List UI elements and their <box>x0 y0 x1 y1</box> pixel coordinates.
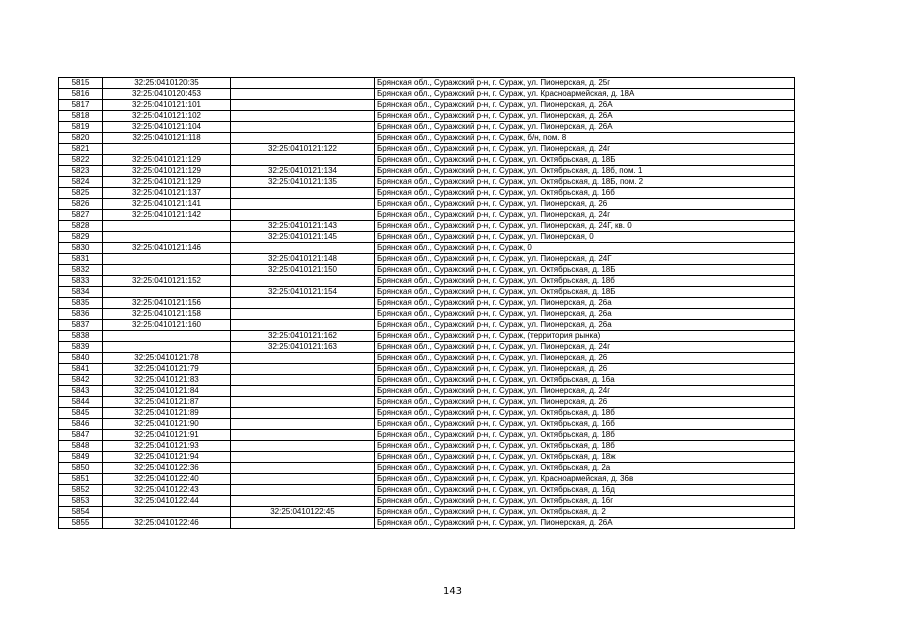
table-row <box>59 320 795 331</box>
table-row <box>59 166 795 177</box>
parcel-cadastral-cell <box>103 265 231 276</box>
object-cadastral-cell <box>231 474 375 485</box>
row-number-cell: 5818 <box>59 111 103 122</box>
parcel-cadastral-cell: 32:25:0410121:129 <box>103 166 231 177</box>
address-cell: Брянская обл., Суражский р-н, г. Сураж, ул. Пионерская, д. 26а <box>375 320 795 331</box>
parcel-cadastral-cell: 32:25:0410122:40 <box>103 474 231 485</box>
row-number-cell: 5846 <box>59 419 103 430</box>
parcel-cadastral-cell: 32:25:0410120:453 <box>103 89 231 100</box>
parcel-cadastral-cell: 32:25:0410121:93 <box>103 441 231 452</box>
object-cadastral-cell <box>231 78 375 89</box>
address-cell: Брянская обл., Суражский р-н, г. Сураж, ул. Октябрьская, д. 2 <box>375 507 795 518</box>
table-row <box>59 496 795 507</box>
address-cell: Брянская обл., Суражский р-н, г. Сураж, ул. Пионерская, д. 26 <box>375 397 795 408</box>
object-cadastral-cell: 32:25:0410121:145 <box>231 232 375 243</box>
row-number-cell: 5832 <box>59 265 103 276</box>
address-cell: Брянская обл., Суражский р-н, г. Сураж, ул. Пионерская, д. 26 <box>375 199 795 210</box>
address-cell: Брянская обл., Суражский р-н, г. Сураж, ул. Пионерская, д. 26 <box>375 353 795 364</box>
table-row <box>59 232 795 243</box>
object-cadastral-cell: 32:25:0410121:163 <box>231 342 375 353</box>
address-cell: Брянская обл., Суражский р-н, г. Сураж, ул. Октябрьская, д. 18б <box>375 276 795 287</box>
address-cell: Брянская обл., Суражский р-н, г. Сураж, ул. Октябрьская, д. 16а <box>375 375 795 386</box>
table-row <box>59 210 795 221</box>
row-number-cell: 5842 <box>59 375 103 386</box>
object-cadastral-cell <box>231 496 375 507</box>
address-cell: Брянская обл., Суражский р-н, г. Сураж, ул. Красноармейская, д. 36в <box>375 474 795 485</box>
object-cadastral-cell <box>231 353 375 364</box>
parcel-cadastral-cell: 32:25:0410121:129 <box>103 177 231 188</box>
address-cell: Брянская обл., Суражский р-н, г. Сураж, ул. Октябрьская, д. 18Б <box>375 155 795 166</box>
object-cadastral-cell: 32:25:0410121:150 <box>231 265 375 276</box>
table-row <box>59 507 795 518</box>
object-cadastral-cell <box>231 430 375 441</box>
object-cadastral-cell <box>231 441 375 452</box>
address-cell: Брянская обл., Суражский р-н, г. Сураж, ул. Пионерская, д. 26а <box>375 298 795 309</box>
address-cell: Брянская обл., Суражский р-н, г. Сураж, ул. Пионерская, д. 24Г, кв. 0 <box>375 221 795 232</box>
object-cadastral-cell <box>231 188 375 199</box>
address-cell: Брянская обл., Суражский р-н, г. Сураж, ул. Пионерская, д. 26А <box>375 111 795 122</box>
object-cadastral-cell: 32:25:0410121:162 <box>231 331 375 342</box>
address-cell: Брянская обл., Суражский р-н, г. Сураж, ул. Октябрьская, д. 18Б <box>375 265 795 276</box>
object-cadastral-cell <box>231 122 375 133</box>
table-row <box>59 485 795 496</box>
table-row <box>59 265 795 276</box>
table-row <box>59 441 795 452</box>
row-number-cell: 5817 <box>59 100 103 111</box>
parcel-cadastral-cell <box>103 232 231 243</box>
object-cadastral-cell <box>231 309 375 320</box>
cadastral-table <box>58 77 795 529</box>
address-cell: Брянская обл., Суражский р-н, г. Сураж, ул. Октябрьская, д. 2а <box>375 463 795 474</box>
row-number-cell: 5852 <box>59 485 103 496</box>
row-number-cell: 5823 <box>59 166 103 177</box>
table-row <box>59 474 795 485</box>
object-cadastral-cell <box>231 298 375 309</box>
table-row <box>59 111 795 122</box>
row-number-cell: 5833 <box>59 276 103 287</box>
parcel-cadastral-cell <box>103 287 231 298</box>
row-number-cell: 5829 <box>59 232 103 243</box>
address-cell: Брянская обл., Суражский р-н, г. Сураж, ул. Пионерская, д. 26А <box>375 518 795 529</box>
parcel-cadastral-cell: 32:25:0410121:152 <box>103 276 231 287</box>
address-cell: Брянская обл., Суражский р-н, г. Сураж, ул. Пионерская, 0 <box>375 232 795 243</box>
row-number-cell: 5836 <box>59 309 103 320</box>
object-cadastral-cell <box>231 463 375 474</box>
row-number-cell: 5830 <box>59 243 103 254</box>
object-cadastral-cell <box>231 485 375 496</box>
row-number-cell: 5853 <box>59 496 103 507</box>
address-cell: Брянская обл., Суражский р-н, г. Сураж, ул. Пионерская, д. 24г <box>375 144 795 155</box>
row-number-cell: 5816 <box>59 89 103 100</box>
row-number-cell: 5851 <box>59 474 103 485</box>
parcel-cadastral-cell: 32:25:0410121:102 <box>103 111 231 122</box>
address-cell: Брянская обл., Суражский р-н, г. Сураж, ул. Пионерская, д. 26А <box>375 122 795 133</box>
page-number: 143 <box>442 586 463 597</box>
row-number-cell: 5848 <box>59 441 103 452</box>
row-number-cell: 5824 <box>59 177 103 188</box>
row-number-cell: 5844 <box>59 397 103 408</box>
address-cell: Брянская обл., Суражский р-н, г. Сураж, ул. Октябрьская, д. 16б <box>375 188 795 199</box>
table-row <box>59 309 795 320</box>
object-cadastral-cell <box>231 199 375 210</box>
object-cadastral-cell: 32:25:0410121:148 <box>231 254 375 265</box>
table-row <box>59 122 795 133</box>
address-cell: Брянская обл., Суражский р-н, г. Сураж, ул. Октябрьская, д. 18б <box>375 441 795 452</box>
parcel-cadastral-cell: 32:25:0410121:156 <box>103 298 231 309</box>
row-number-cell: 5827 <box>59 210 103 221</box>
object-cadastral-cell <box>231 452 375 463</box>
row-number-cell: 5815 <box>59 78 103 89</box>
table-row <box>59 430 795 441</box>
row-number-cell: 5831 <box>59 254 103 265</box>
object-cadastral-cell <box>231 155 375 166</box>
table-row <box>59 89 795 100</box>
address-cell: Брянская обл., Суражский р-н, г. Сураж, ул. Октябрьская, д. 18б <box>375 430 795 441</box>
table-row <box>59 298 795 309</box>
row-number-cell: 5854 <box>59 507 103 518</box>
parcel-cadastral-cell: 32:25:0410121:146 <box>103 243 231 254</box>
row-number-cell: 5826 <box>59 199 103 210</box>
parcel-cadastral-cell: 32:25:0410121:87 <box>103 397 231 408</box>
parcel-cadastral-cell: 32:25:0410121:78 <box>103 353 231 364</box>
row-number-cell: 5843 <box>59 386 103 397</box>
address-cell: Брянская обл., Суражский р-н, г. Сураж, ул. Пионерская, д. 24г <box>375 386 795 397</box>
object-cadastral-cell <box>231 133 375 144</box>
address-cell: Брянская обл., Суражский р-н, г. Сураж, ул. Пионерская, д. 24г <box>375 342 795 353</box>
row-number-cell: 5821 <box>59 144 103 155</box>
object-cadastral-cell <box>231 386 375 397</box>
table-row <box>59 419 795 430</box>
address-cell: Брянская обл., Суражский р-н, г. Сураж, ул. Пионерская, д. 25г <box>375 78 795 89</box>
row-number-cell: 5837 <box>59 320 103 331</box>
object-cadastral-cell: 32:25:0410121:122 <box>231 144 375 155</box>
address-cell: Брянская обл., Суражский р-н, г. Сураж, ул. Октябрьская, д. 18б, пом. 1 <box>375 166 795 177</box>
parcel-cadastral-cell: 32:25:0410122:43 <box>103 485 231 496</box>
row-number-cell: 5822 <box>59 155 103 166</box>
address-cell: Брянская обл., Суражский р-н, г. Сураж, ул. Пионерская, д. 26а <box>375 309 795 320</box>
row-number-cell: 5825 <box>59 188 103 199</box>
row-number-cell: 5835 <box>59 298 103 309</box>
table-row <box>59 364 795 375</box>
address-cell: Брянская обл., Суражский р-н, г. Сураж, ул. Октябрьская, д. 18Б, пом. 2 <box>375 177 795 188</box>
table-row <box>59 342 795 353</box>
row-number-cell: 5847 <box>59 430 103 441</box>
table-row <box>59 188 795 199</box>
parcel-cadastral-cell <box>103 507 231 518</box>
address-cell: Брянская обл., Суражский р-н, г. Сураж, ул. Красноармейская, д. 18А <box>375 89 795 100</box>
table-row <box>59 463 795 474</box>
table-row <box>59 254 795 265</box>
row-number-cell: 5841 <box>59 364 103 375</box>
object-cadastral-cell <box>231 408 375 419</box>
object-cadastral-cell <box>231 111 375 122</box>
parcel-cadastral-cell: 32:25:0410121:104 <box>103 122 231 133</box>
row-number-cell: 5834 <box>59 287 103 298</box>
object-cadastral-cell <box>231 276 375 287</box>
address-cell: Брянская обл., Суражский р-н, г. Сураж, ул. Октябрьская, д. 16д <box>375 485 795 496</box>
table-row <box>59 452 795 463</box>
row-number-cell: 5849 <box>59 452 103 463</box>
table-row <box>59 177 795 188</box>
row-number-cell: 5850 <box>59 463 103 474</box>
table-row <box>59 287 795 298</box>
parcel-cadastral-cell: 32:25:0410121:158 <box>103 309 231 320</box>
cadastral-table-body <box>59 78 795 529</box>
table-row <box>59 331 795 342</box>
address-cell: Брянская обл., Суражский р-н, г. Сураж, ул. Пионерская, д. 24Г <box>375 254 795 265</box>
parcel-cadastral-cell: 32:25:0410121:141 <box>103 199 231 210</box>
table-row <box>59 243 795 254</box>
parcel-cadastral-cell <box>103 342 231 353</box>
row-number-cell: 5820 <box>59 133 103 144</box>
row-number-cell: 5839 <box>59 342 103 353</box>
table-row <box>59 155 795 166</box>
object-cadastral-cell: 32:25:0410121:134 <box>231 166 375 177</box>
object-cadastral-cell: 32:25:0410121:143 <box>231 221 375 232</box>
parcel-cadastral-cell: 32:25:0410122:36 <box>103 463 231 474</box>
table-row <box>59 100 795 111</box>
table-row <box>59 221 795 232</box>
address-cell: Брянская обл., Суражский р-н, г. Сураж, (территория рынка) <box>375 331 795 342</box>
object-cadastral-cell <box>231 364 375 375</box>
parcel-cadastral-cell: 32:25:0410121:142 <box>103 210 231 221</box>
parcel-cadastral-cell <box>103 144 231 155</box>
object-cadastral-cell <box>231 518 375 529</box>
table-row <box>59 133 795 144</box>
object-cadastral-cell <box>231 243 375 254</box>
address-cell: Брянская обл., Суражский р-н, г. Сураж, ул. Пионерская, д. 26А <box>375 100 795 111</box>
object-cadastral-cell <box>231 89 375 100</box>
parcel-cadastral-cell: 32:25:0410121:94 <box>103 452 231 463</box>
parcel-cadastral-cell <box>103 221 231 232</box>
parcel-cadastral-cell: 32:25:0410121:129 <box>103 155 231 166</box>
object-cadastral-cell <box>231 100 375 111</box>
address-cell: Брянская обл., Суражский р-н, г. Сураж, ул. Пионерская, д. 24г <box>375 210 795 221</box>
address-cell: Брянская обл., Суражский р-н, г. Сураж, б/н, пом. 8 <box>375 133 795 144</box>
parcel-cadastral-cell: 32:25:0410121:160 <box>103 320 231 331</box>
table-row <box>59 408 795 419</box>
object-cadastral-cell: 32:25:0410121:154 <box>231 287 375 298</box>
address-cell: Брянская обл., Суражский р-н, г. Сураж, ул. Октябрьская, д. 18Б <box>375 287 795 298</box>
object-cadastral-cell: 32:25:0410121:135 <box>231 177 375 188</box>
table-row <box>59 144 795 155</box>
table-row <box>59 386 795 397</box>
object-cadastral-cell <box>231 419 375 430</box>
address-cell: Брянская обл., Суражский р-н, г. Сураж, ул. Октябрьская, д. 16г <box>375 496 795 507</box>
address-cell: Брянская обл., Суражский р-н, г. Сураж, ул. Октябрьская, д. 18ж <box>375 452 795 463</box>
parcel-cadastral-cell: 32:25:0410121:101 <box>103 100 231 111</box>
table-row <box>59 199 795 210</box>
parcel-cadastral-cell: 32:25:0410121:84 <box>103 386 231 397</box>
row-number-cell: 5828 <box>59 221 103 232</box>
parcel-cadastral-cell: 32:25:0410122:46 <box>103 518 231 529</box>
parcel-cadastral-cell: 32:25:0410121:137 <box>103 188 231 199</box>
table-row <box>59 375 795 386</box>
table-row <box>59 518 795 529</box>
object-cadastral-cell <box>231 210 375 221</box>
table-row <box>59 276 795 287</box>
parcel-cadastral-cell: 32:25:0410121:83 <box>103 375 231 386</box>
parcel-cadastral-cell: 32:25:0410121:90 <box>103 419 231 430</box>
object-cadastral-cell <box>231 397 375 408</box>
address-cell: Брянская обл., Суражский р-н, г. Сураж, ул. Октябрьская, д. 18б <box>375 408 795 419</box>
table-row <box>59 353 795 364</box>
parcel-cadastral-cell: 32:25:0410121:89 <box>103 408 231 419</box>
row-number-cell: 5819 <box>59 122 103 133</box>
parcel-cadastral-cell: 32:25:0410122:44 <box>103 496 231 507</box>
table-row <box>59 397 795 408</box>
parcel-cadastral-cell: 32:25:0410120:35 <box>103 78 231 89</box>
object-cadastral-cell <box>231 375 375 386</box>
parcel-cadastral-cell <box>103 331 231 342</box>
parcel-cadastral-cell: 32:25:0410121:118 <box>103 133 231 144</box>
object-cadastral-cell <box>231 320 375 331</box>
row-number-cell: 5840 <box>59 353 103 364</box>
parcel-cadastral-cell: 32:25:0410121:79 <box>103 364 231 375</box>
address-cell: Брянская обл., Суражский р-н, г. Сураж, ул. Октябрьская, д. 16б <box>375 419 795 430</box>
address-cell: Брянская обл., Суражский р-н, г. Сураж, 0 <box>375 243 795 254</box>
row-number-cell: 5855 <box>59 518 103 529</box>
parcel-cadastral-cell: 32:25:0410121:91 <box>103 430 231 441</box>
address-cell: Брянская обл., Суражский р-н, г. Сураж, ул. Пионерская, д. 26 <box>375 364 795 375</box>
table-row <box>59 78 795 89</box>
row-number-cell: 5845 <box>59 408 103 419</box>
object-cadastral-cell: 32:25:0410122:45 <box>231 507 375 518</box>
parcel-cadastral-cell <box>103 254 231 265</box>
row-number-cell: 5838 <box>59 331 103 342</box>
